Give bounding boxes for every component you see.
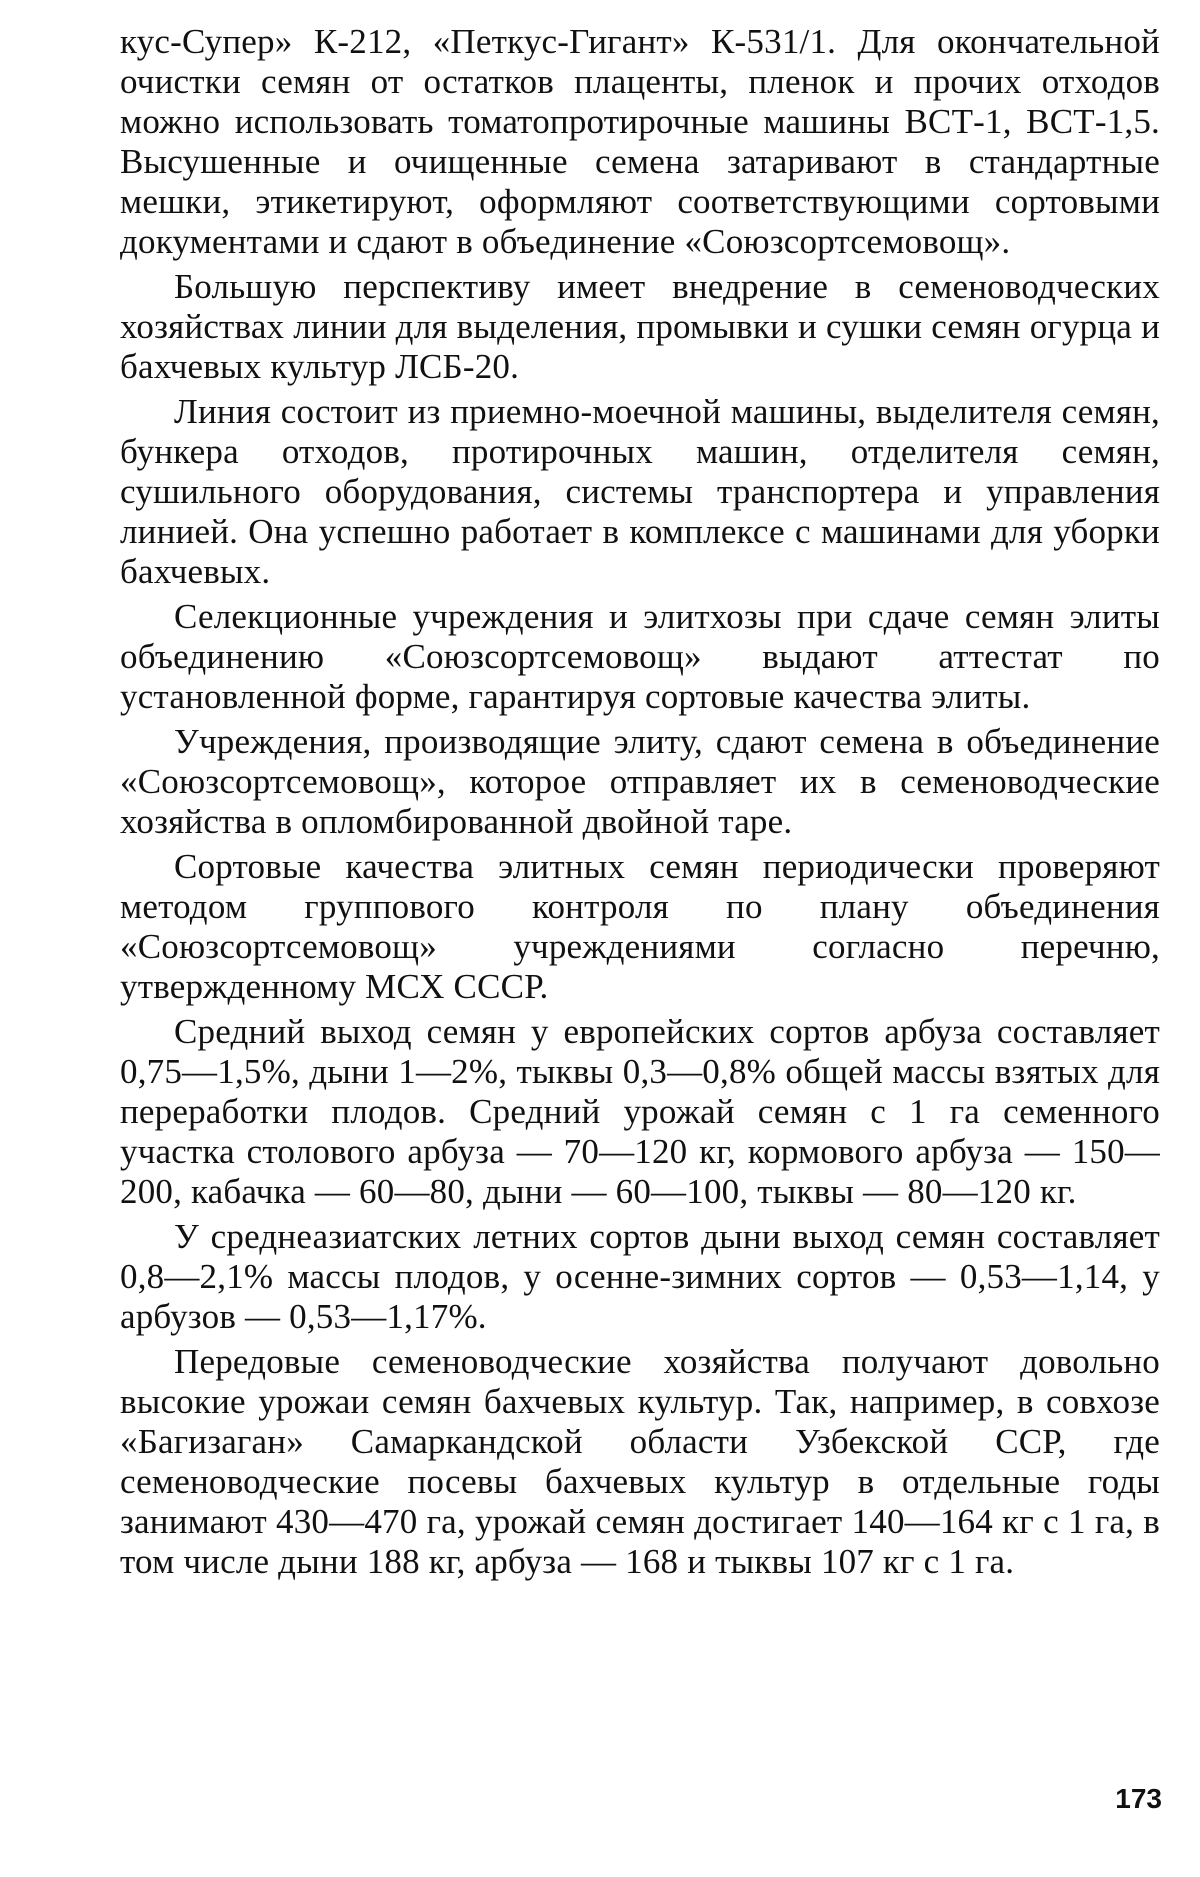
- paragraph-central-asian-yield: У среднеазиатских летних сортов дыни выход семян составляет 0,8—2,1% массы плодов, у осенне-зимних сортов — 0,53—1,14, у арбузов — 0,53—1,17%.: [120, 1217, 1160, 1336]
- paragraph-quality-control: Сортовые качества элитных семян периодически проверяют методом группового контроля по плану объединения «Союзсортсемовощ» учреждениями согласно перечню, утвержденному МСХ СССР.: [120, 847, 1160, 1006]
- paragraph-lsb20-line: Большую перспективу имеет внедрение в семеноводческих хозяйствах линии для выделения, промывки и сушки семян огурца и бахчевых культур ЛСБ-20.: [120, 267, 1160, 386]
- paragraph-elite-attestation: Селекционные учреждения и элитхозы при сдаче семян элиты объединению «Союзсортсемовощ» выдают аттестат по установленной форме, гарантируя сортовые качества элиты.: [120, 597, 1160, 716]
- paragraph-european-yield: Средний выход семян у европейских сортов арбуза составляет 0,75—1,5%, дыни 1—2%, тыквы 0,3—0,8% общей массы взятых для переработки плодов. Средний урожай семян с 1 га семенного участка столового арбуза — 70—120 кг, кормового арбуза — 150—200, кабачка — 60—80, дыни — 60—100, тыквы — 80—120 кг.: [120, 1012, 1160, 1211]
- page-text: [120, 22, 1160, 1587]
- page-number: 173: [1115, 1783, 1162, 1814]
- paragraph-elite-delivery: Учреждения, производящие элиту, сдают семена в объединение «Союзсортсемовощ», которое отправляет их в семеноводческие хозяйства в опломбированной двойной таре.: [120, 722, 1160, 841]
- paragraph-seed-cleaning: кус-Супер» К-212, «Петкус-Гигант» К-531/1. Для окончательной очистки семян от остатков плаценты, пленок и прочих отходов можно использовать томатопротирочные машины ВСТ-1, ВСТ-1,5. Высушенные и очищенные семена затаривают в стандартные мешки, этикетируют, оформляют соответствующими сортовыми документами и сдают в объединение «Союзсортсемовощ».: [120, 22, 1160, 261]
- paragraph-advanced-farms: Передовые семеноводческие хозяйства получают довольно высокие урожаи семян бахчевых культур. Так, например, в совхозе «Багизаган» Самаркандской области Узбекской ССР, где семеноводческие посевы бахчевых культур в отдельные годы занимают 430—470 га, урожай семян достигает 140—164 кг с 1 га, в том числе дыни 188 кг, арбуза — 168 и тыквы 107 кг с 1 га.: [120, 1342, 1160, 1581]
- paragraph-line-composition: Линия состоит из приемно-моечной машины, выделителя семян, бункера отходов, протирочных машин, отделителя семян, сушильного оборудования, системы транспортера и управления линией. Она успешно работает в комплексе с машинами для уборки бахчевых.: [120, 392, 1160, 591]
